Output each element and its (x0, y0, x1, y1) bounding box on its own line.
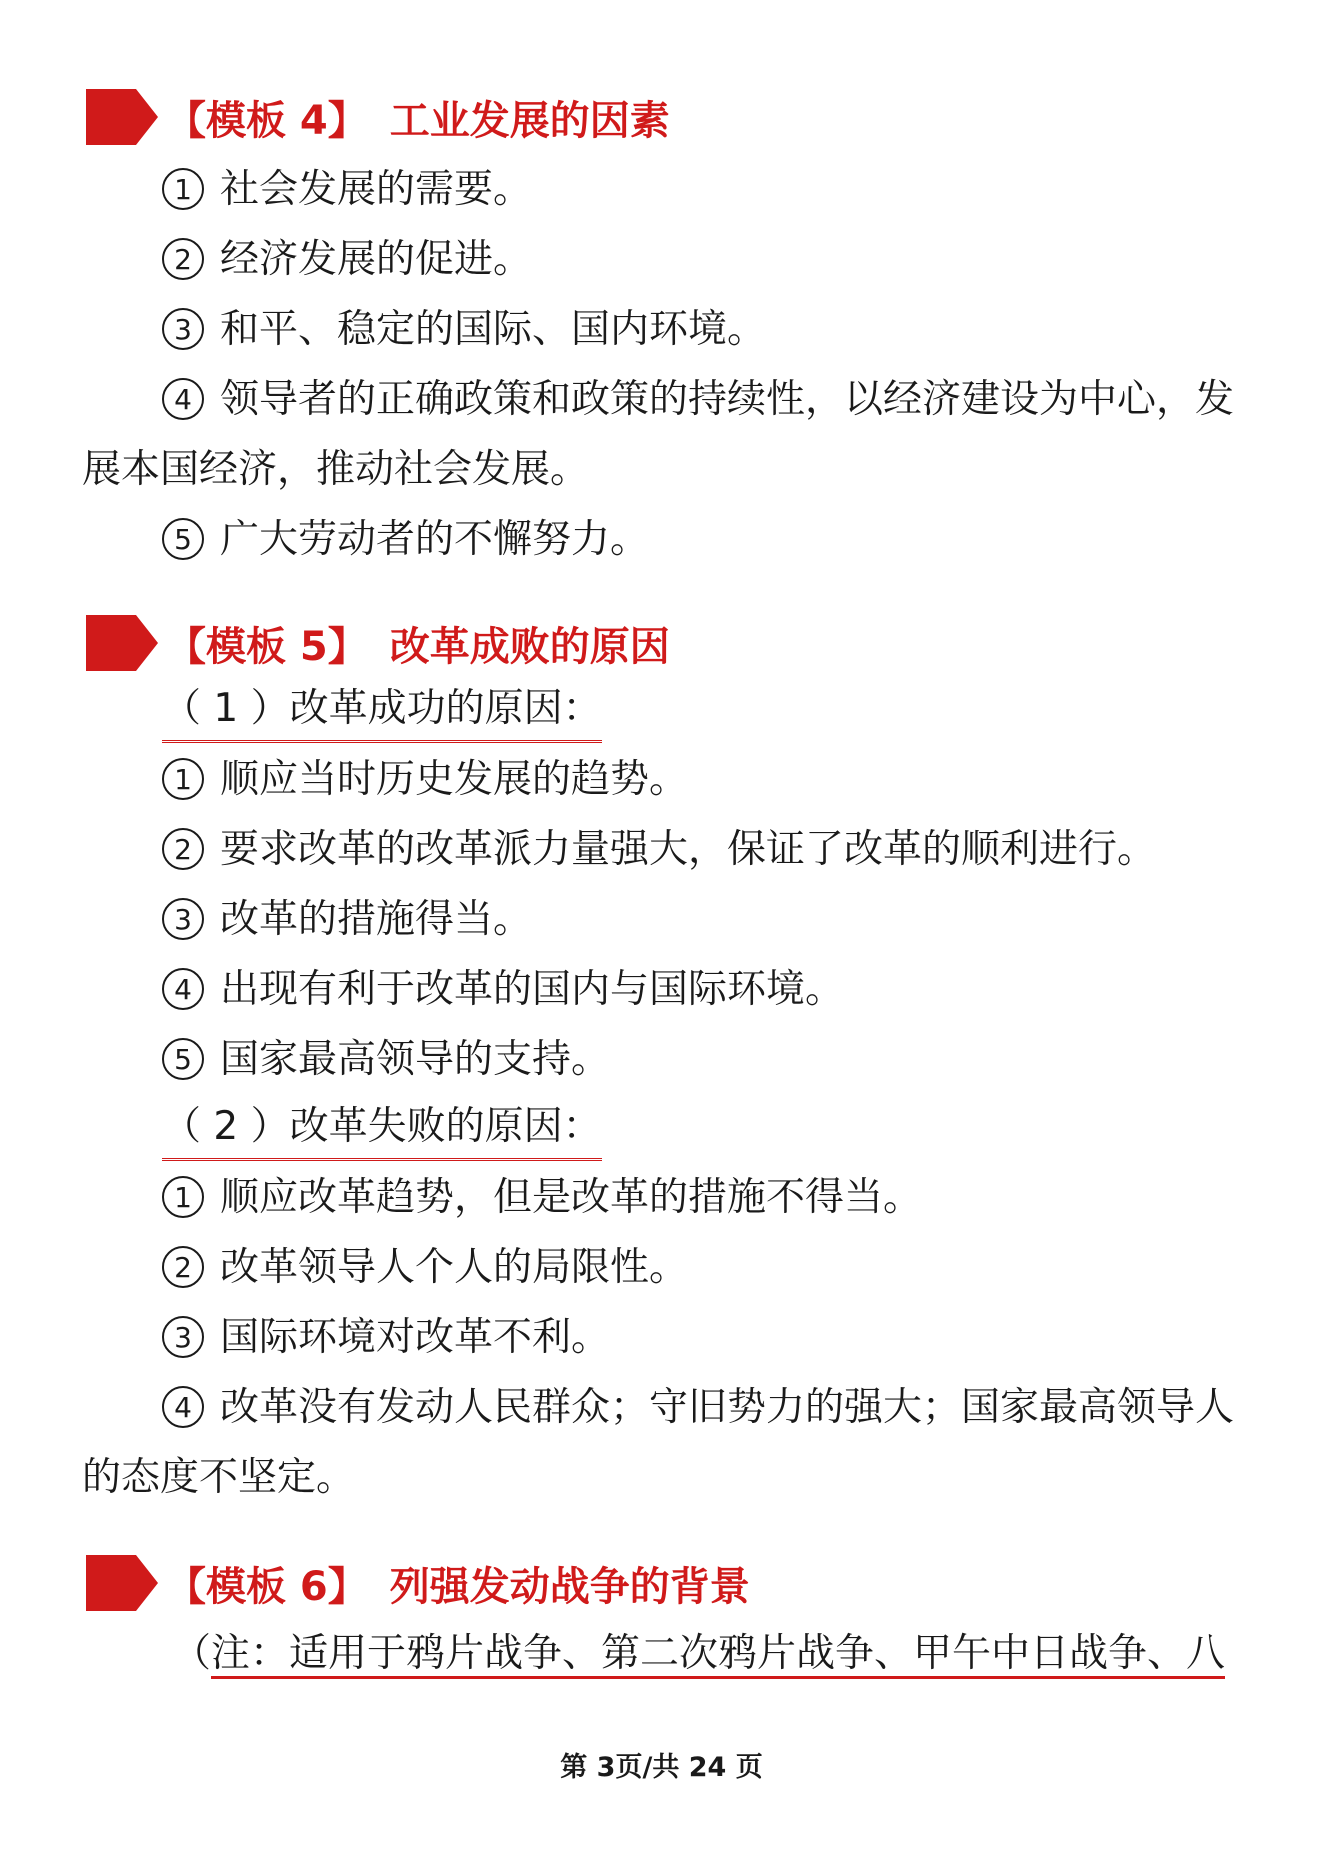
section-heading-5 (86, 608, 670, 678)
subsection-heading: （ 2 ）改革失败的原因： (162, 1098, 602, 1161)
circled-number: 2 (162, 238, 204, 280)
list-item: 5 广大劳动者的不懈努力。 (162, 505, 649, 575)
section-tag: 【模板 6】 (166, 1563, 368, 1610)
circled-number: 3 (162, 308, 204, 350)
circled-number: 4 (162, 378, 204, 420)
circled-number: 2 (162, 1246, 204, 1288)
section-tag: 【模板 5】 (166, 623, 368, 670)
subsection-heading: （ 1 ）改革成功的原因： (162, 680, 602, 743)
list-item: 3 国际环境对改革不利。 (162, 1303, 610, 1373)
list-item: 1 社会发展的需要。 (162, 155, 532, 225)
red-arrow-marker-icon (86, 613, 158, 673)
list-item: 1 顺应改革趋势，但是改革的措施不得当。 (162, 1163, 922, 1233)
circled-number: 1 (162, 758, 204, 800)
list-item: 3 改革的措施得当。 (162, 885, 532, 955)
list-item: 4 出现有利于改革的国内与国际环境。 (162, 955, 844, 1025)
list-item: 4 领导者的正确政策和政策的持续性，以经济建设为中心，发 (162, 365, 1234, 435)
circled-number: 2 (162, 828, 204, 870)
circled-number: 4 (162, 968, 204, 1010)
list-item: 2 经济发展的促进。 (162, 225, 532, 295)
list-item: 5 国家最高领导的支持。 (162, 1025, 610, 1095)
list-item: 4 改革没有发动人民群众；守旧势力的强大；国家最高领导人 (162, 1373, 1234, 1443)
section-title: 列强发动战争的背景 (389, 1563, 750, 1610)
list-item: 1 顺应当时历史发展的趋势。 (162, 745, 688, 815)
circled-number: 1 (162, 168, 204, 210)
list-item: 2 改革领导人个人的局限性。 (162, 1233, 688, 1303)
red-arrow-marker-icon (86, 1553, 158, 1613)
section-title: 改革成败的原因 (389, 623, 670, 670)
circled-number: 3 (162, 898, 204, 940)
page-footer: 第 3页/共 24 页 (560, 1752, 763, 1783)
section-note: （注：适用于鸦片战争、第二次鸦片战争、甲午中日战争、八 (172, 1625, 1225, 1683)
circled-number: 5 (162, 518, 204, 560)
list-item: 2 要求改革的改革派力量强大，保证了改革的顺利进行。 (162, 815, 1156, 885)
circled-number: 3 (162, 1316, 204, 1358)
list-item-continuation: 的态度不坚定。 (82, 1455, 356, 1500)
section-heading-6 (86, 1548, 750, 1618)
circled-number: 4 (162, 1386, 204, 1428)
circled-number: 1 (162, 1176, 204, 1218)
list-item-continuation: 展本国经济，推动社会发展。 (82, 447, 590, 492)
red-arrow-marker-icon (86, 87, 158, 147)
section-title: 工业发展的因素 (389, 97, 670, 144)
section-tag: 【模板 4】 (166, 97, 368, 144)
list-item: 3 和平、稳定的国际、国内环境。 (162, 295, 766, 365)
section-heading-4 (86, 82, 670, 152)
circled-number: 5 (162, 1038, 204, 1080)
